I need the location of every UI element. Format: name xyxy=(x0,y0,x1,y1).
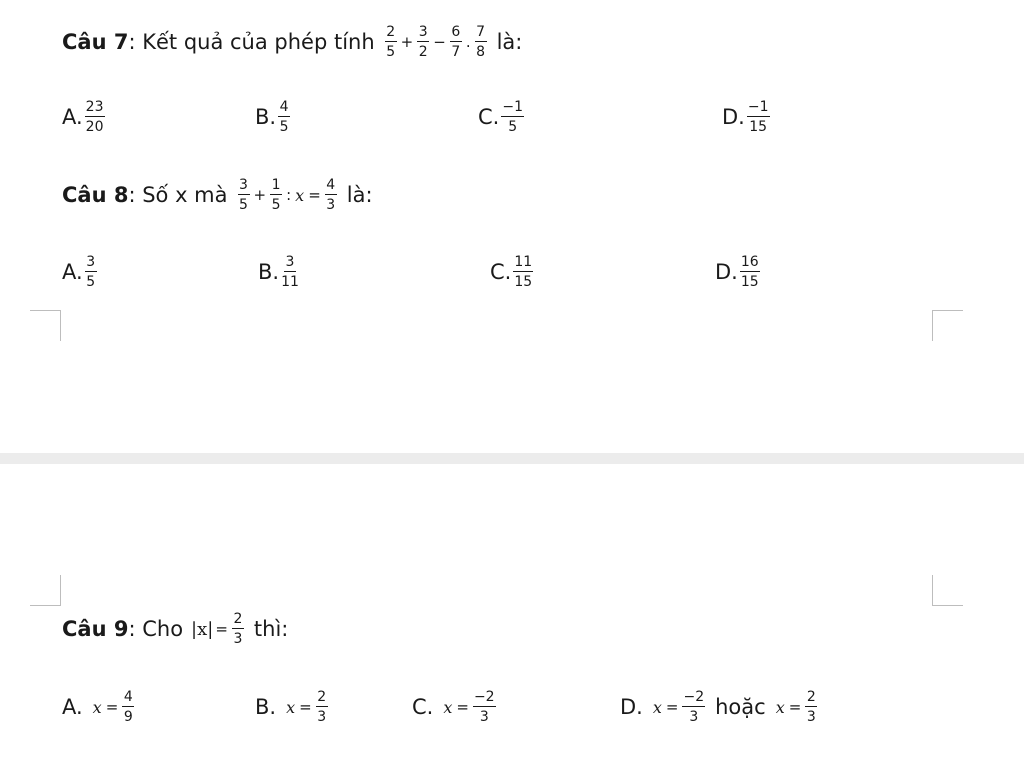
fraction: $\frac{7}{8}$ xyxy=(476,24,486,60)
option-d: D. x = $\frac{-2}{3}$ hoặc x = $\frac{2}{3}$ xyxy=(620,689,816,725)
option-a: A. $\frac{23}{20}$ xyxy=(62,99,104,135)
fraction: $\frac{1}{5}$ xyxy=(271,177,281,213)
operator: = xyxy=(215,620,228,638)
option-b: B. $\frac{4}{5}$ xyxy=(255,99,289,135)
question-text: : Cho xyxy=(128,617,184,641)
question-tail: là: xyxy=(496,30,523,54)
option-a: A. $\frac{3}{5}$ xyxy=(62,254,96,290)
fraction: $\frac{3}{5}$ xyxy=(239,177,248,213)
fraction: $\frac{6}{7}$ xyxy=(451,24,461,60)
option-b: B. x = $\frac{2}{3}$ xyxy=(255,689,327,725)
question-text: : Số x mà xyxy=(128,183,228,207)
option-d: D. $\frac{-1}{15}$ xyxy=(722,99,769,135)
operator: : xyxy=(286,186,292,204)
option-a: A. x = $\frac{4}{9}$ xyxy=(62,689,133,725)
operator: − xyxy=(433,33,446,51)
operator: + xyxy=(253,186,267,204)
fraction: $\frac{2}{3}$ xyxy=(233,611,243,647)
option-d: D. $\frac{16}{15}$ xyxy=(715,254,759,290)
page-corner-marker xyxy=(30,575,61,606)
page-corner-marker xyxy=(932,575,963,606)
fraction: $\frac{3}{2}$ xyxy=(418,24,428,60)
absolute-value: |x| xyxy=(191,618,214,640)
fraction: $\frac{2}{5}$ xyxy=(386,24,396,60)
page-corner-marker xyxy=(932,310,963,341)
operator: . xyxy=(465,33,471,51)
question-8 xyxy=(62,178,373,212)
variable: x xyxy=(295,185,305,205)
question-label: Câu 8 xyxy=(62,183,129,207)
fraction: $\frac{4}{3}$ xyxy=(326,177,336,213)
question-label: Câu 9 xyxy=(62,617,129,641)
page-separator xyxy=(0,453,1024,464)
question-label: Câu 7 xyxy=(62,30,129,54)
question-tail: là: xyxy=(346,183,373,207)
option-c: C. $\frac{-1}{5}$ xyxy=(478,99,523,135)
option-c: C. x = $\frac{-2}{3}$ xyxy=(412,689,495,725)
question-9 xyxy=(62,612,288,646)
operator: + xyxy=(400,33,414,51)
question-tail: thì: xyxy=(253,617,289,641)
question-text: : Kết quả của phép tính xyxy=(128,30,375,54)
question-7 xyxy=(62,25,522,59)
operator: = xyxy=(308,186,321,204)
page-corner-marker xyxy=(30,310,61,341)
option-b: B. $\frac{3}{11}$ xyxy=(258,254,299,290)
option-c: C. $\frac{11}{15}$ xyxy=(490,254,533,290)
